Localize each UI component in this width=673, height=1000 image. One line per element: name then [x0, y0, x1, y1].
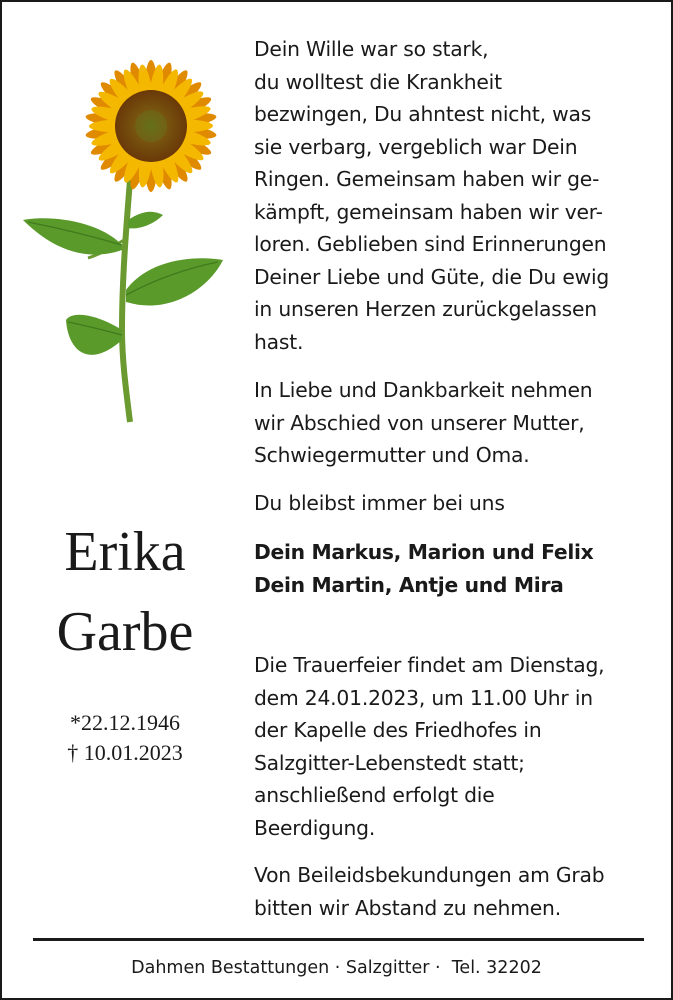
poem-line: kämpft, gemeinsam haben wir ver- [254, 199, 603, 224]
tribute-text [254, 374, 592, 472]
service-line: anschließend erfolgt die [254, 783, 495, 807]
service-line: dem 24.01.2023, um 11.00 Uhr in [254, 685, 593, 710]
service-line: der Kapelle des Friedhofes in [254, 718, 542, 742]
poem-line: sie verbarg, vergeblich war Dein [254, 134, 578, 159]
family-line: Dein Markus, Marion und Felix [254, 540, 594, 564]
tribute-line: Schwiegermutter und Oma. [254, 443, 530, 467]
poem-line: loren. Geblieben sind Erinnerungen [254, 232, 607, 256]
poem-line: Deiner Liebe und Güte, die Du ewig [254, 264, 610, 289]
tribute-line: In Liebe und Dankbarkeit nehmen [254, 378, 593, 402]
poem-text [254, 33, 659, 358]
poem-line: du wolltest die Krankheit [254, 69, 502, 94]
poem-line: bezwingen, Du ahntest nicht, was [254, 102, 592, 126]
service-line: Die Trauerfeier findet am Dienstag, [254, 653, 605, 677]
tribute-line: wir Abschied von unserer Mutter, [254, 410, 585, 435]
death-date: † 10.01.2023 [67, 740, 183, 765]
deceased-last-name: Garbe [56, 601, 194, 663]
sunflower-image [18, 40, 238, 425]
birth-date: *22.12.1946 [70, 710, 180, 735]
divider-line [33, 938, 644, 941]
stay-text: Du bleibst immer bei uns [254, 491, 505, 515]
family-line: Dein Martin, Antje und Mira [254, 572, 564, 597]
family-signatures [254, 536, 593, 601]
poem-line: in unseren Herzen zurückgelassen [254, 297, 597, 321]
poem-line: hast. [254, 329, 304, 354]
poem-line: Ringen. Gemeinsam haben wir ge- [254, 167, 600, 191]
poem-line: Dein Wille war so stark, [254, 37, 489, 61]
funeral-service-text [254, 649, 604, 844]
funeral-home-footer: Dahmen Bestattungen · Salzgitter · Tel. 32202 [131, 958, 542, 978]
note-line: Von Beileidsbekundungen am Grab [254, 863, 605, 887]
life-dates [20, 708, 230, 768]
service-line: Beerdigung. [254, 815, 376, 840]
condolence-note [254, 859, 604, 924]
note-line: bitten wir Abstand zu nehmen. [254, 895, 561, 920]
deceased-first-name: Erika [64, 521, 186, 583]
service-line: Salzgitter-Lebenstedt statt; [254, 750, 525, 775]
